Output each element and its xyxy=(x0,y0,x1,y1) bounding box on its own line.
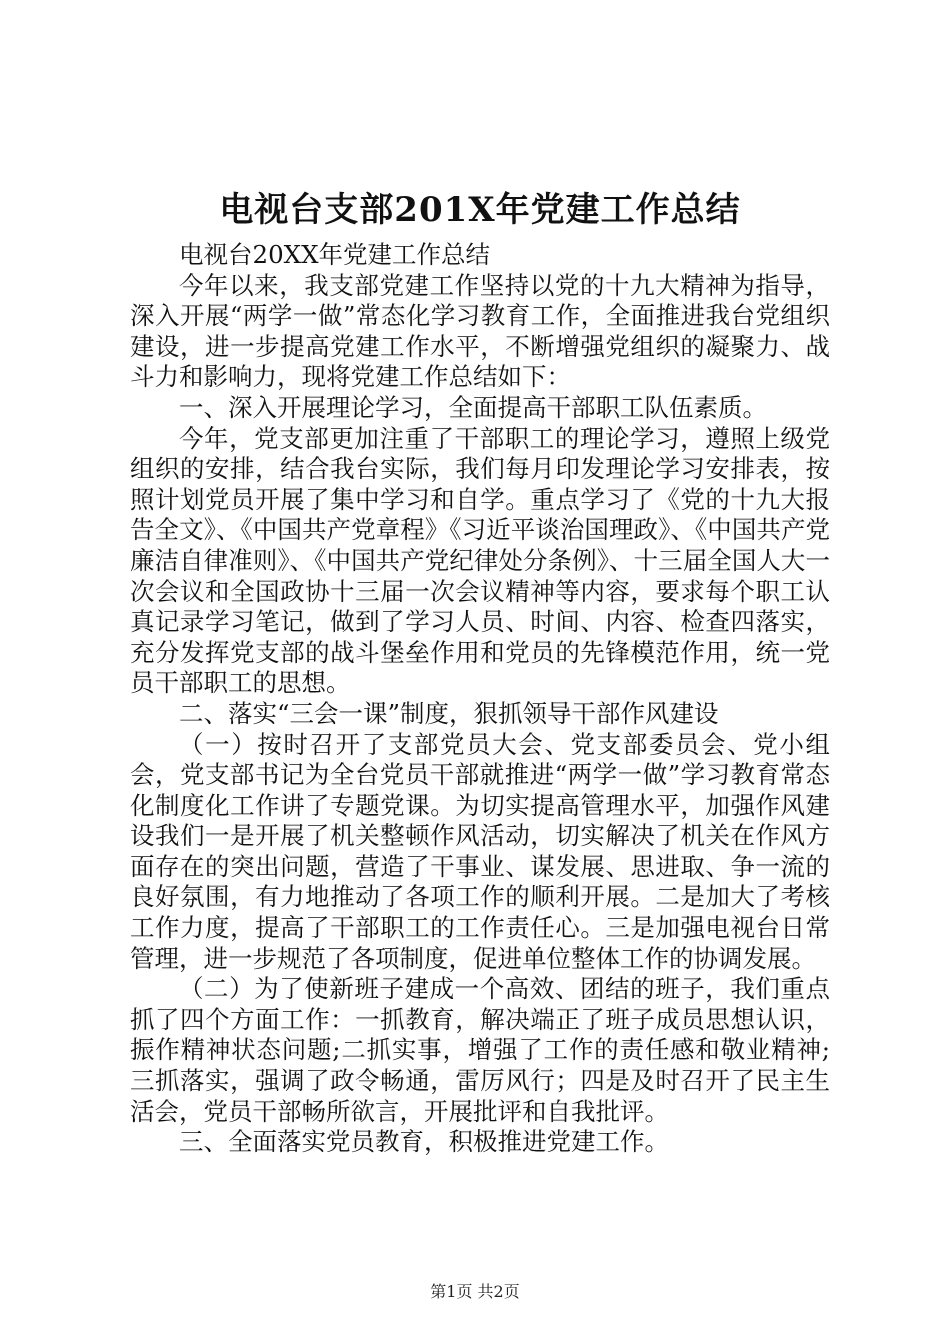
section-2-item-1: （一）按时召开了支部党员大会、党支部委员会、党小组会，党支部书记为全台党员干部就推进“两学一做”学习教育常态化制度化工作讲了专题党课。为切实提高管理水平，加强作风建设我们一是开展了机关整顿作风活动，切实解决了机关在作风方面存在的突出问题，营造了干事业、谋发展、思进取、争一流的良好氛围，有力地推动了各项工作的顺利开展。二是加大了考核工作力度，提高了干部职工的工作责任心。三是加强电视台日常管理，进一步规范了各项制度，促进单位整体工作的协调发展。 xyxy=(130,729,830,973)
page-footer xyxy=(0,1279,950,1302)
document-title: 电视台支部201X年党建工作总结 xyxy=(219,190,741,230)
document-page xyxy=(130,180,830,1158)
section-heading-3: 三、全面落实党员教育，积极推进党建工作。 xyxy=(179,1127,669,1157)
document-subtitle: 电视台20XX年党建工作总结 xyxy=(179,240,491,269)
section-heading-1: 一、深入开展理论学习，全面提高干部职工队伍素质。 xyxy=(179,392,767,422)
section-1-paragraph: 今年，党支部更加注重了干部职工的理论学习，遵照上级党组织的安排，结合我台实际，我们每月印发理论学习安排表，按照计划党员开展了集中学习和自学。重点学习了《党的十九大报告全文》、《中国共产党章程》《习近平谈治国理政》、《中国共产党廉洁自律准则》、《中国共产党纪律处分条例》、十三届全国人大一次会议和全国政协十三届一次会议精神等内容，要求每个职工认真记录学习笔记，做到了学习人员、时间、内容、检查四落实，充分发挥党支部的战斗堡垒作用和党员的先锋模范作用，统一党员干部职工的思想。 xyxy=(130,423,830,698)
section-2-item-2: （二）为了使新班子建成一个高效、团结的班子，我们重点抓了四个方面工作：一抓教育，解决端正了班子成员思想认识，振作精神状态问题;二抓实事，增强了工作的责任感和敬业精神;三抓落实，强调了政令畅通，雷厉风行；四是及时召开了民主生活会，党员干部畅所欲言，开展批评和自我批评。 xyxy=(130,974,830,1126)
section-heading-2: 二、落实“三会一课”制度，狠抓领导干部作风建设 xyxy=(179,698,719,728)
intro-paragraph: 今年以来，我支部党建工作坚持以党的十九大精神为指导，深入开展“两学一做”常态化学习教育工作，全面推进我台党组织建设，进一步提高党建工作水平，不断增强党组织的凝聚力、战斗力和影响力，现将党建工作总结如下： xyxy=(130,270,830,392)
page-number: 第1页 共2页 xyxy=(430,1282,520,1301)
document-body xyxy=(130,240,830,1158)
